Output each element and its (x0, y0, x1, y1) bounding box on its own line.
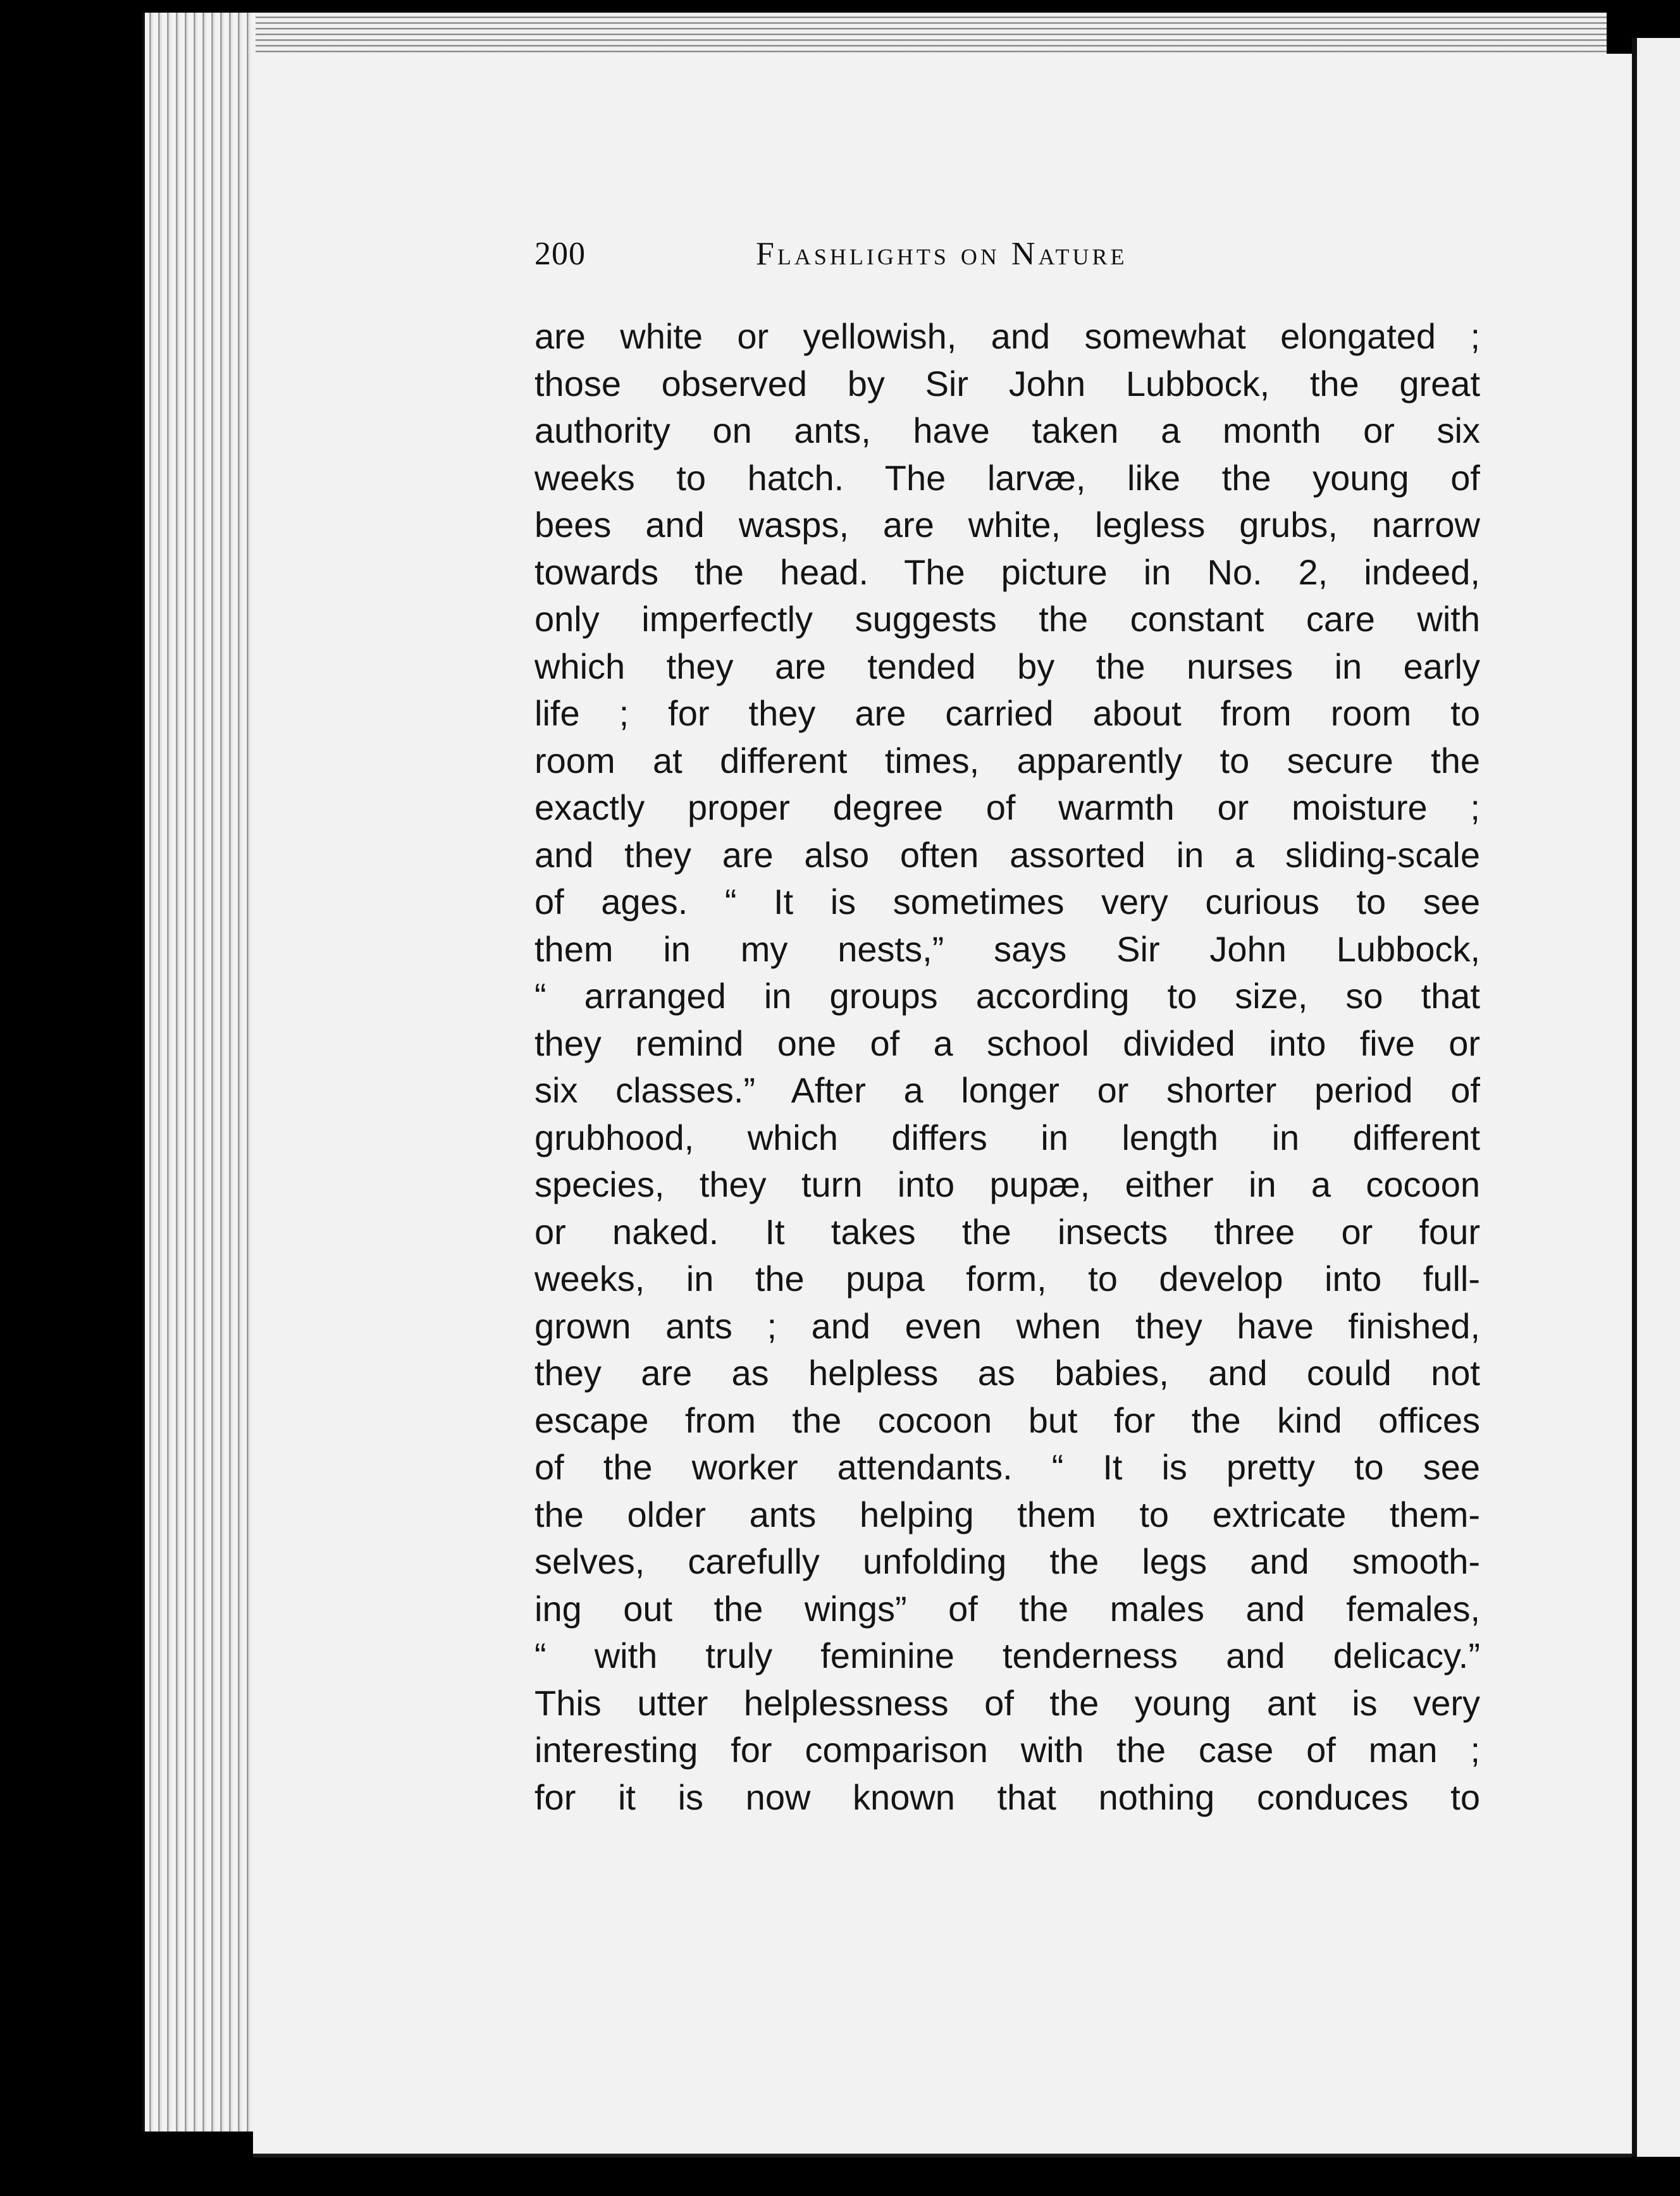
text-line: are white or yellowish, and somewhat elongated ; (534, 316, 1480, 356)
text-line: of the worker attendants. “ It is pretty to see (534, 1447, 1480, 1487)
text-line: those observed by Sir John Lubbock, the great (534, 363, 1480, 404)
page-number: 200 (534, 236, 586, 272)
page-stack-top-edge (215, 13, 1607, 57)
text-line: grown ants ; and even when they have finished, (534, 1305, 1480, 1346)
facing-page-edge (1632, 38, 1680, 2157)
text-line: interesting for comparison with the case of man ; (534, 1730, 1480, 1770)
text-line: life ; for they are carried about from room to (534, 693, 1480, 733)
text-line: the older ants helping them to extricate them- (534, 1494, 1480, 1534)
text-line: room at different times, apparently to secure the (534, 740, 1480, 780)
text-line: grubhood, which differs in length in different (534, 1117, 1480, 1157)
text-line: “ with truly feminine tenderness and delicacy.” (534, 1636, 1480, 1675)
text-line: authority on ants, have taken a month or six (534, 410, 1480, 450)
text-line: or naked. It takes the insects three or four (534, 1211, 1480, 1252)
text-line: ing out the wings” of the males and females, (534, 1588, 1480, 1629)
text-line: bees and wasps, are white, legless grubs, narrow (534, 505, 1480, 545)
text-line: towards the head. The picture in No. 2, indeed, (534, 552, 1480, 592)
running-title: Flashlights on Nature (756, 236, 1128, 272)
text-line: six classes.” After a longer or shorter period of (534, 1070, 1480, 1110)
body-text (534, 313, 1480, 1821)
text-line: “ arranged in groups according to size, so that (534, 976, 1480, 1016)
text-line: escape from the cocoon but for the kind offices (534, 1400, 1480, 1440)
text-line: weeks, in the pupa form, to develop into full- (534, 1259, 1480, 1298)
text-line: This utter helplessness of the young ant is very (534, 1682, 1480, 1723)
text-line: of ages. “ It is sometimes very curious to see (534, 882, 1480, 922)
running-header (534, 235, 1540, 280)
text-line: weeks to hatch. The larvæ, like the young of (534, 457, 1480, 498)
text-line: species, they turn into pupæ, either in a cocoon (534, 1164, 1480, 1204)
text-line: they remind one of a school divided into five or (534, 1023, 1480, 1063)
text-line: selves, carefully unfolding the legs and smooth- (534, 1541, 1480, 1581)
text-line: exactly proper degree of warmth or moisture ; (534, 787, 1480, 827)
text-line: they are as helpless as babies, and could not (534, 1353, 1480, 1393)
text-line: only imperfectly suggests the constant care with (534, 599, 1480, 639)
text-line: them in my nests,” says Sir John Lubbock, (534, 928, 1480, 969)
text-line: for it is now known that nothing conduces to (534, 1777, 1480, 1817)
text-line: which they are tended by the nurses in early (534, 646, 1480, 686)
page-stack-fore-edge (142, 13, 256, 2131)
text-line: and they are also often assorted in a sliding-scale (534, 834, 1480, 875)
